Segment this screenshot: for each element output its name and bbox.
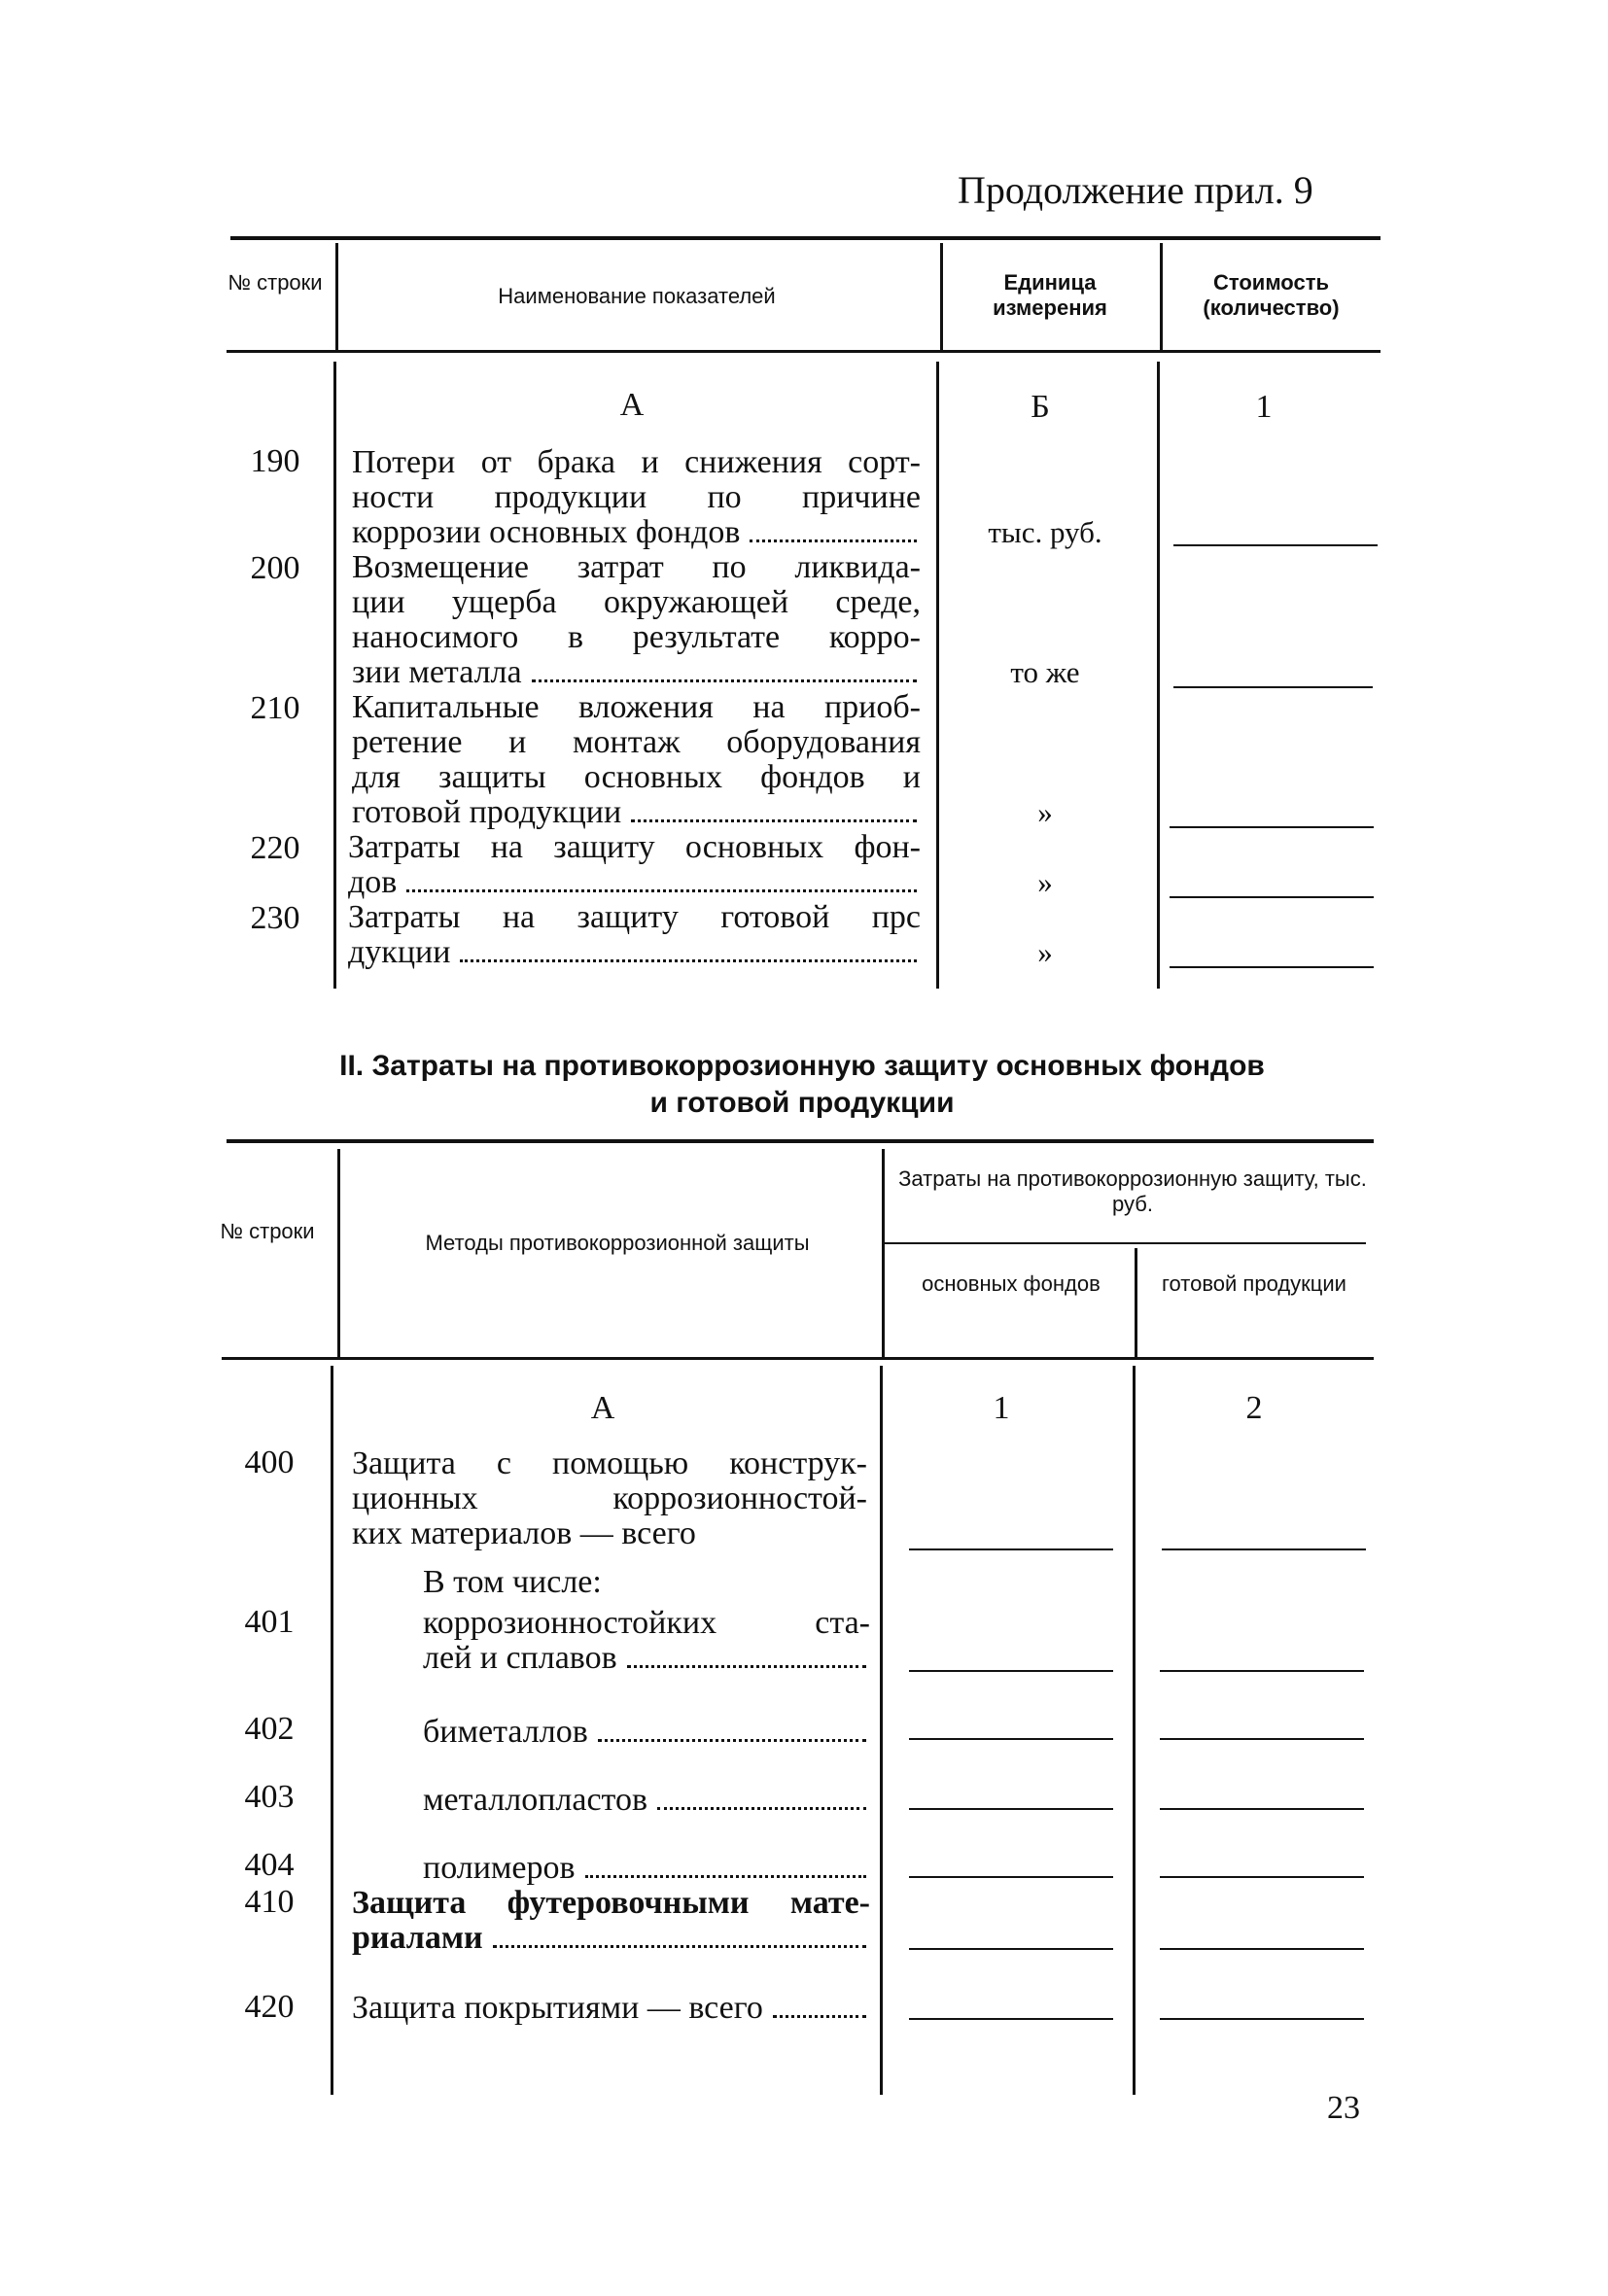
col-letter-b: Б [1031,389,1050,425]
col-letter-a: А [619,387,645,423]
table-row-404: полимеров [423,1851,870,1886]
in-that-number-label: В том числе: [423,1564,602,1600]
header-costs-group: Затраты на противокоррозионную защиту, тыс. руб. [898,1166,1367,1216]
row-number: 402 [244,1711,295,1747]
value-field[interactable] [1170,826,1374,828]
header-unit: Единица измерения [993,270,1107,320]
products-field[interactable] [1162,1548,1366,1550]
row-number: 230 [250,900,300,936]
table-row-190: Потери от брака и снижения сорт- ности продукции по причине коррозии основных фондов [352,444,921,550]
value-field[interactable] [1170,896,1374,898]
products-field[interactable] [1160,1948,1364,1950]
products-field[interactable] [1160,1876,1364,1878]
table-row-401: коррозионностойких ста- лей и сплавов [423,1605,870,1676]
col-letter-2: 2 [1245,1390,1263,1426]
table-row-403: металлопластов [423,1783,870,1818]
row-unit: то же [1010,655,1080,689]
row-number: 210 [250,690,300,726]
fixed-assets-field[interactable] [909,1548,1113,1550]
header-products: готовой продукции [1162,1271,1346,1296]
row-unit: » [1037,795,1053,829]
table-row-402: биметаллов [423,1715,870,1750]
row-number: 220 [250,830,300,866]
value-field[interactable] [1173,686,1373,688]
fixed-assets-field[interactable] [909,1670,1113,1672]
value-field[interactable] [1173,544,1378,546]
page-number: 23 [1327,2090,1360,2126]
row-number: 400 [244,1444,295,1480]
table-row-230: Затраты на защиту готовой прс дукции [348,899,921,970]
fixed-assets-field[interactable] [909,1948,1113,1950]
products-field[interactable] [1160,1738,1364,1740]
products-field[interactable] [1160,1670,1364,1672]
row-number: 420 [244,1989,295,2025]
header-fixed-assets: основных фондов [922,1271,1101,1296]
header-row-no: № строки [227,270,323,295]
row-number: 401 [244,1604,295,1640]
row-unit: тыс. руб. [988,515,1102,549]
row-unit: » [1037,865,1053,899]
table-row-400: Защита с помощью конструк- ционных коррозионностой- ких материалов — всего [352,1445,867,1551]
row-unit: » [1037,935,1053,969]
fixed-assets-field[interactable] [909,1808,1113,1810]
products-field[interactable] [1160,2018,1364,2020]
row-number: 410 [244,1884,295,1920]
header-row-no: № строки [220,1219,315,1243]
table-row-420: Защита покрытиями — всего [352,1991,870,2026]
table-row-210: Капитальные вложения на приоб- ретение и монтаж оборудования для защиты основных фондов и готовой продукции [352,689,921,830]
row-number: 200 [250,550,300,586]
products-field[interactable] [1160,1808,1364,1810]
table-row-220: Затраты на защиту основных фон- дов [348,829,921,900]
fixed-assets-field[interactable] [909,1738,1113,1740]
continuation-label: Продолжение прил. 9 [958,168,1313,212]
col-letter-a: А [590,1390,615,1426]
col-letter-1: 1 [1255,389,1273,425]
header-indicator-name: Наименование показателей [498,284,776,308]
row-number: 404 [244,1847,295,1883]
section-title: II. Затраты на противокоррозионную защиту основных фондов и готовой продукции [339,1050,1265,1119]
table-row-410: Защита футеровочными мате- риалами [352,1885,870,1956]
table-row-200: Возмещение затрат по ликвида- ции ущерба окружающей среде, наносимого в результате корро- зии металла [352,549,921,690]
header-value: Стоимость (количество) [1203,270,1340,320]
row-number: 403 [244,1779,295,1815]
fixed-assets-field[interactable] [909,2018,1113,2020]
row-number: 190 [250,443,300,479]
header-method: Методы противокоррозионной защиты [425,1231,810,1255]
fixed-assets-field[interactable] [909,1876,1113,1878]
value-field[interactable] [1170,966,1374,968]
col-letter-1: 1 [993,1390,1010,1426]
